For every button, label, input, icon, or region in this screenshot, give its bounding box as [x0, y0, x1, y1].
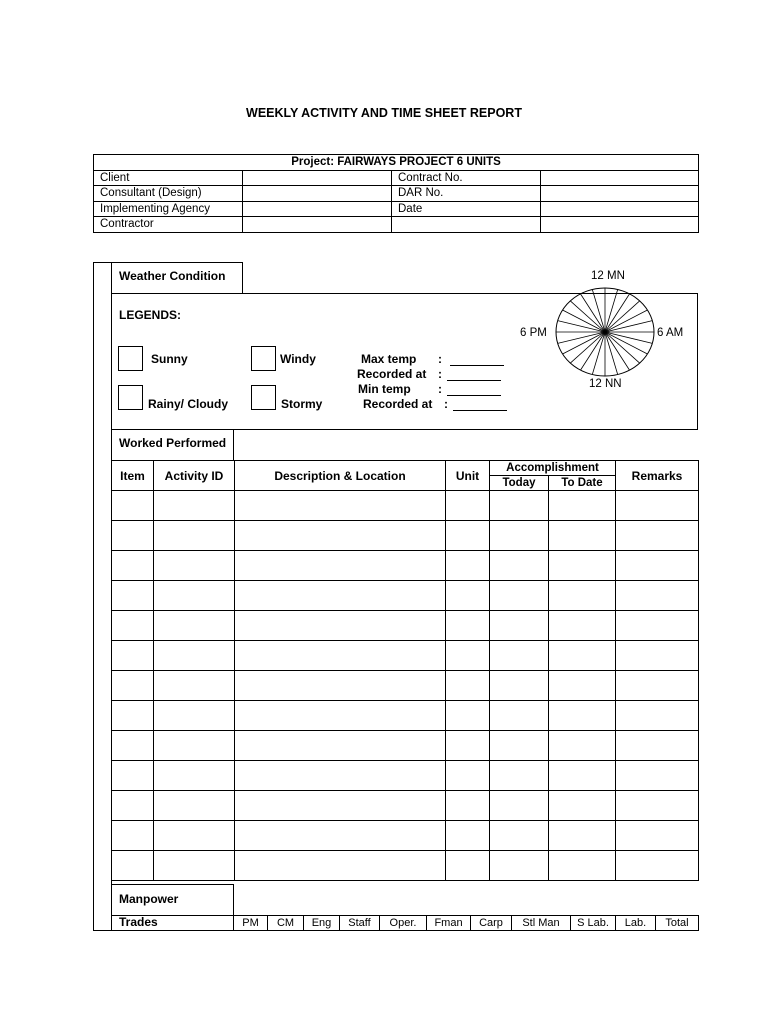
- cell-description[interactable]: [235, 551, 446, 581]
- table-row: [112, 551, 699, 581]
- cell-to-date[interactable]: [549, 731, 616, 761]
- trade-fman: Fman: [427, 916, 471, 931]
- cell-description[interactable]: [235, 581, 446, 611]
- trades-label: Trades: [119, 915, 158, 929]
- trade-cm: CM: [268, 916, 304, 931]
- cell-remarks[interactable]: [616, 821, 699, 851]
- cell-description[interactable]: [235, 851, 446, 881]
- table-row: [112, 851, 699, 881]
- cell-today[interactable]: [490, 701, 549, 731]
- cell-unit[interactable]: [446, 701, 490, 731]
- col-accomplishment: Accomplishment: [490, 461, 616, 476]
- trades-table: [233, 915, 699, 931]
- client-value[interactable]: [243, 170, 392, 186]
- cell-remarks[interactable]: [616, 641, 699, 671]
- activity-table: [111, 460, 699, 881]
- clock-label-6pm: 6 PM: [520, 327, 547, 339]
- clock-hour-spoke[interactable]: [558, 332, 605, 343]
- table-row: [112, 611, 699, 641]
- cell-activity-id[interactable]: [154, 821, 235, 851]
- cell-unit[interactable]: [446, 641, 490, 671]
- cell-unit[interactable]: [446, 851, 490, 881]
- cell-description[interactable]: [235, 761, 446, 791]
- cell-today[interactable]: [490, 611, 549, 641]
- trade-total: Total: [656, 916, 699, 931]
- cell-to-date[interactable]: [549, 821, 616, 851]
- stormy-label: Stormy: [281, 397, 323, 411]
- cell-item[interactable]: [112, 851, 154, 881]
- cell-to-date[interactable]: [549, 761, 616, 791]
- min-temp-field[interactable]: [447, 382, 501, 396]
- rainy-cloudy-label: Rainy/ Cloudy: [148, 397, 229, 411]
- cell-unit[interactable]: [446, 551, 490, 581]
- cell-description[interactable]: [235, 521, 446, 551]
- cell-today[interactable]: [490, 761, 549, 791]
- min-temp-label: Min temp: [358, 382, 411, 396]
- trade-pm: PM: [234, 916, 268, 931]
- cell-activity-id[interactable]: [154, 581, 235, 611]
- recorded-at-label-2: Recorded at: [363, 397, 433, 411]
- col-description: Description & Location: [235, 461, 446, 491]
- legends-label: LEGENDS:: [119, 308, 182, 322]
- cell-unit[interactable]: [446, 791, 490, 821]
- cell-activity-id[interactable]: [154, 521, 235, 551]
- cell-description[interactable]: [235, 671, 446, 701]
- cell-unit[interactable]: [446, 521, 490, 551]
- date-value[interactable]: [541, 201, 699, 217]
- trade-s-lab: S Lab.: [571, 916, 616, 931]
- cell-remarks[interactable]: [616, 581, 699, 611]
- work-top-line: [233, 429, 698, 430]
- cell-item[interactable]: [112, 551, 154, 581]
- cell-remarks[interactable]: [616, 701, 699, 731]
- cell-item[interactable]: [112, 761, 154, 791]
- clock-hour-spoke[interactable]: [592, 332, 605, 375]
- cell-activity-id[interactable]: [154, 491, 235, 521]
- table-row: [112, 731, 699, 761]
- rainy-cloudy-checkbox[interactable]: [118, 385, 143, 410]
- cell-description[interactable]: [235, 791, 446, 821]
- implementing-agency-value[interactable]: [243, 201, 392, 217]
- trade-eng: Eng: [304, 916, 340, 931]
- cell-to-date[interactable]: [549, 581, 616, 611]
- col-unit: Unit: [446, 461, 490, 491]
- cell-to-date[interactable]: [549, 611, 616, 641]
- table-row: [112, 821, 699, 851]
- cell-item[interactable]: [112, 671, 154, 701]
- implementing-agency-label: Implementing Agency: [94, 201, 243, 217]
- cell-remarks[interactable]: [616, 611, 699, 641]
- cell-today[interactable]: [490, 581, 549, 611]
- project-row: [94, 186, 699, 202]
- cell-remarks[interactable]: [616, 671, 699, 701]
- cell-today[interactable]: [490, 521, 549, 551]
- hour-clock-dial[interactable]: [550, 285, 660, 380]
- report-title: WEEKLY ACTIVITY AND TIME SHEET REPORT: [246, 106, 522, 120]
- cell-activity-id[interactable]: [154, 731, 235, 761]
- windy-checkbox[interactable]: [251, 346, 276, 371]
- clock-hour-spoke[interactable]: [605, 321, 652, 332]
- cell-item[interactable]: [112, 611, 154, 641]
- clock-hour-spoke[interactable]: [558, 321, 605, 332]
- cell-unit[interactable]: [446, 611, 490, 641]
- project-info-table: [93, 154, 699, 233]
- cell-description[interactable]: [235, 641, 446, 671]
- min-temp-colon: :: [438, 382, 442, 396]
- cell-to-date[interactable]: [549, 551, 616, 581]
- cell-today[interactable]: [490, 851, 549, 881]
- recorded-at-field-1[interactable]: [447, 367, 501, 381]
- recorded-at-label-1: Recorded at: [357, 367, 427, 381]
- clock-hour-spoke[interactable]: [605, 332, 618, 375]
- cell-item[interactable]: [112, 701, 154, 731]
- work-heading: Worked Performed: [119, 436, 227, 450]
- project-row: [94, 217, 699, 233]
- cell-to-date[interactable]: [549, 491, 616, 521]
- table-row: [112, 491, 699, 521]
- cell-activity-id[interactable]: [154, 701, 235, 731]
- col-activity-id: Activity ID: [154, 461, 235, 491]
- manpower-heading: Manpower: [119, 892, 179, 906]
- table-row: [112, 581, 699, 611]
- consultant-label: Consultant (Design): [94, 186, 243, 202]
- clock-label-12nn: 12 NN: [589, 378, 622, 390]
- cell-activity-id[interactable]: [154, 611, 235, 641]
- trade-staff: Staff: [340, 916, 380, 931]
- cell-activity-id[interactable]: [154, 551, 235, 581]
- date-label: Date: [392, 201, 541, 217]
- cell-item[interactable]: [112, 521, 154, 551]
- cell-remarks[interactable]: [616, 491, 699, 521]
- table-row: [112, 701, 699, 731]
- cell-item[interactable]: [112, 491, 154, 521]
- contractor-value[interactable]: [243, 217, 392, 233]
- trade-lab: Lab.: [616, 916, 656, 931]
- recorded-at-colon-2: :: [444, 397, 448, 411]
- cell-to-date[interactable]: [549, 701, 616, 731]
- cell-unit[interactable]: [446, 731, 490, 761]
- recorded-at-colon-1: :: [438, 367, 442, 381]
- cell-activity-id[interactable]: [154, 761, 235, 791]
- cell-today[interactable]: [490, 641, 549, 671]
- trade-oper: Oper.: [380, 916, 427, 931]
- project-row: [94, 201, 699, 217]
- cell-description[interactable]: [235, 611, 446, 641]
- cell-item[interactable]: [112, 791, 154, 821]
- cell-item[interactable]: [112, 731, 154, 761]
- cell-unit[interactable]: [446, 821, 490, 851]
- stormy-checkbox[interactable]: [251, 385, 276, 410]
- windy-label: Windy: [280, 352, 316, 366]
- contract-no-value[interactable]: [541, 170, 699, 186]
- blank-label: [392, 217, 541, 233]
- col-remarks: Remarks: [616, 461, 699, 491]
- clock-hour-spoke[interactable]: [605, 290, 618, 333]
- col-item: Item: [112, 461, 154, 491]
- cell-today[interactable]: [490, 671, 549, 701]
- cell-unit[interactable]: [446, 761, 490, 791]
- trade-carp: Carp: [471, 916, 512, 931]
- cell-today[interactable]: [490, 821, 549, 851]
- cell-unit[interactable]: [446, 671, 490, 701]
- max-temp-colon: :: [438, 352, 442, 366]
- contractor-label: Contractor: [94, 217, 243, 233]
- trade-stl-man: Stl Man: [512, 916, 571, 931]
- cell-activity-id[interactable]: [154, 791, 235, 821]
- project-header: Project: FAIRWAYS PROJECT 6 UNITS: [94, 155, 699, 171]
- client-label: Client: [94, 170, 243, 186]
- contract-no-label: Contract No.: [392, 170, 541, 186]
- frame-left-line: [93, 262, 94, 931]
- recorded-at-field-2[interactable]: [453, 397, 507, 411]
- max-temp-field[interactable]: [450, 352, 504, 366]
- cell-item[interactable]: [112, 821, 154, 851]
- cell-activity-id[interactable]: [154, 641, 235, 671]
- cell-to-date[interactable]: [549, 851, 616, 881]
- cell-to-date[interactable]: [549, 791, 616, 821]
- max-temp-label: Max temp: [361, 352, 417, 366]
- cell-today[interactable]: [490, 791, 549, 821]
- cell-description[interactable]: [235, 731, 446, 761]
- cell-description[interactable]: [235, 701, 446, 731]
- cell-item[interactable]: [112, 581, 154, 611]
- clock-label-6am: 6 AM: [657, 327, 684, 339]
- cell-today[interactable]: [490, 731, 549, 761]
- cell-to-date[interactable]: [549, 641, 616, 671]
- cell-remarks[interactable]: [616, 791, 699, 821]
- cell-to-date[interactable]: [549, 671, 616, 701]
- sunny-checkbox[interactable]: [118, 346, 143, 371]
- cell-unit[interactable]: [446, 581, 490, 611]
- cell-today[interactable]: [490, 491, 549, 521]
- table-row: [112, 641, 699, 671]
- cell-activity-id[interactable]: [154, 671, 235, 701]
- table-row: [112, 761, 699, 791]
- dar-no-label: DAR No.: [392, 186, 541, 202]
- table-row: [112, 791, 699, 821]
- cell-activity-id[interactable]: [154, 851, 235, 881]
- cell-description[interactable]: [235, 491, 446, 521]
- cell-remarks[interactable]: [616, 551, 699, 581]
- cell-remarks[interactable]: [616, 731, 699, 761]
- cell-remarks[interactable]: [616, 851, 699, 881]
- clock-hour-spoke[interactable]: [605, 332, 652, 343]
- sunny-label: Sunny: [151, 352, 188, 366]
- cell-item[interactable]: [112, 641, 154, 671]
- col-to-date: To Date: [549, 476, 616, 491]
- table-row: [112, 671, 699, 701]
- cell-to-date[interactable]: [549, 521, 616, 551]
- cell-unit[interactable]: [446, 491, 490, 521]
- clock-hour-spoke[interactable]: [592, 290, 605, 333]
- clock-label-12mn: 12 MN: [591, 270, 625, 282]
- table-row: [112, 521, 699, 551]
- blank-value[interactable]: [541, 217, 699, 233]
- col-today: Today: [490, 476, 549, 491]
- project-row: [94, 170, 699, 186]
- cell-remarks[interactable]: [616, 761, 699, 791]
- cell-today[interactable]: [490, 551, 549, 581]
- consultant-value[interactable]: [243, 186, 392, 202]
- cell-description[interactable]: [235, 821, 446, 851]
- weather-heading: Weather Condition: [119, 269, 226, 283]
- dar-no-value[interactable]: [541, 186, 699, 202]
- cell-remarks[interactable]: [616, 521, 699, 551]
